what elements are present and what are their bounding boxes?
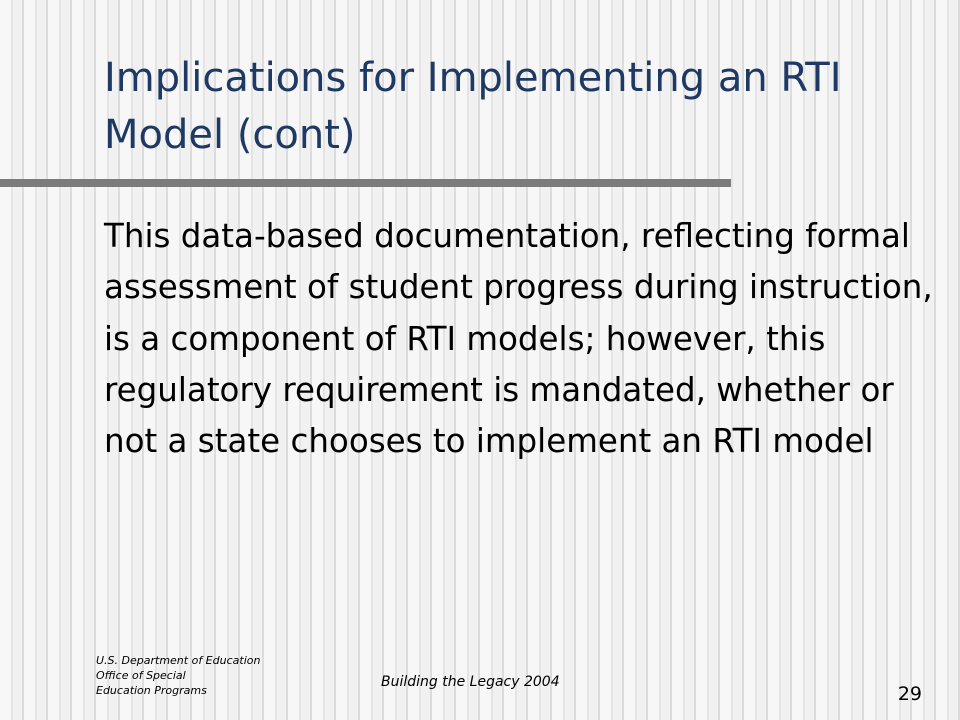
slide-number: 29	[897, 683, 922, 705]
footer-org-line-2: Office of Special	[96, 669, 186, 682]
footer-org-line-3: Education Programs	[96, 684, 207, 697]
slide-title: Implications for Implementing an RTI Model (cont)	[104, 55, 842, 158]
title-divider	[0, 179, 731, 187]
footer-organization	[96, 653, 316, 698]
slide-body-text: This data-based documentation, reflecting formal assessment of student progress during instruction, is a component of RTI models; however, this regulatory requirement is mandated, whether or not a state chooses to implement an RTI model	[104, 217, 933, 461]
footer-center-text: Building the Legacy 2004	[381, 674, 560, 690]
footer-org-line-1: U.S. Department of Education	[96, 654, 261, 667]
